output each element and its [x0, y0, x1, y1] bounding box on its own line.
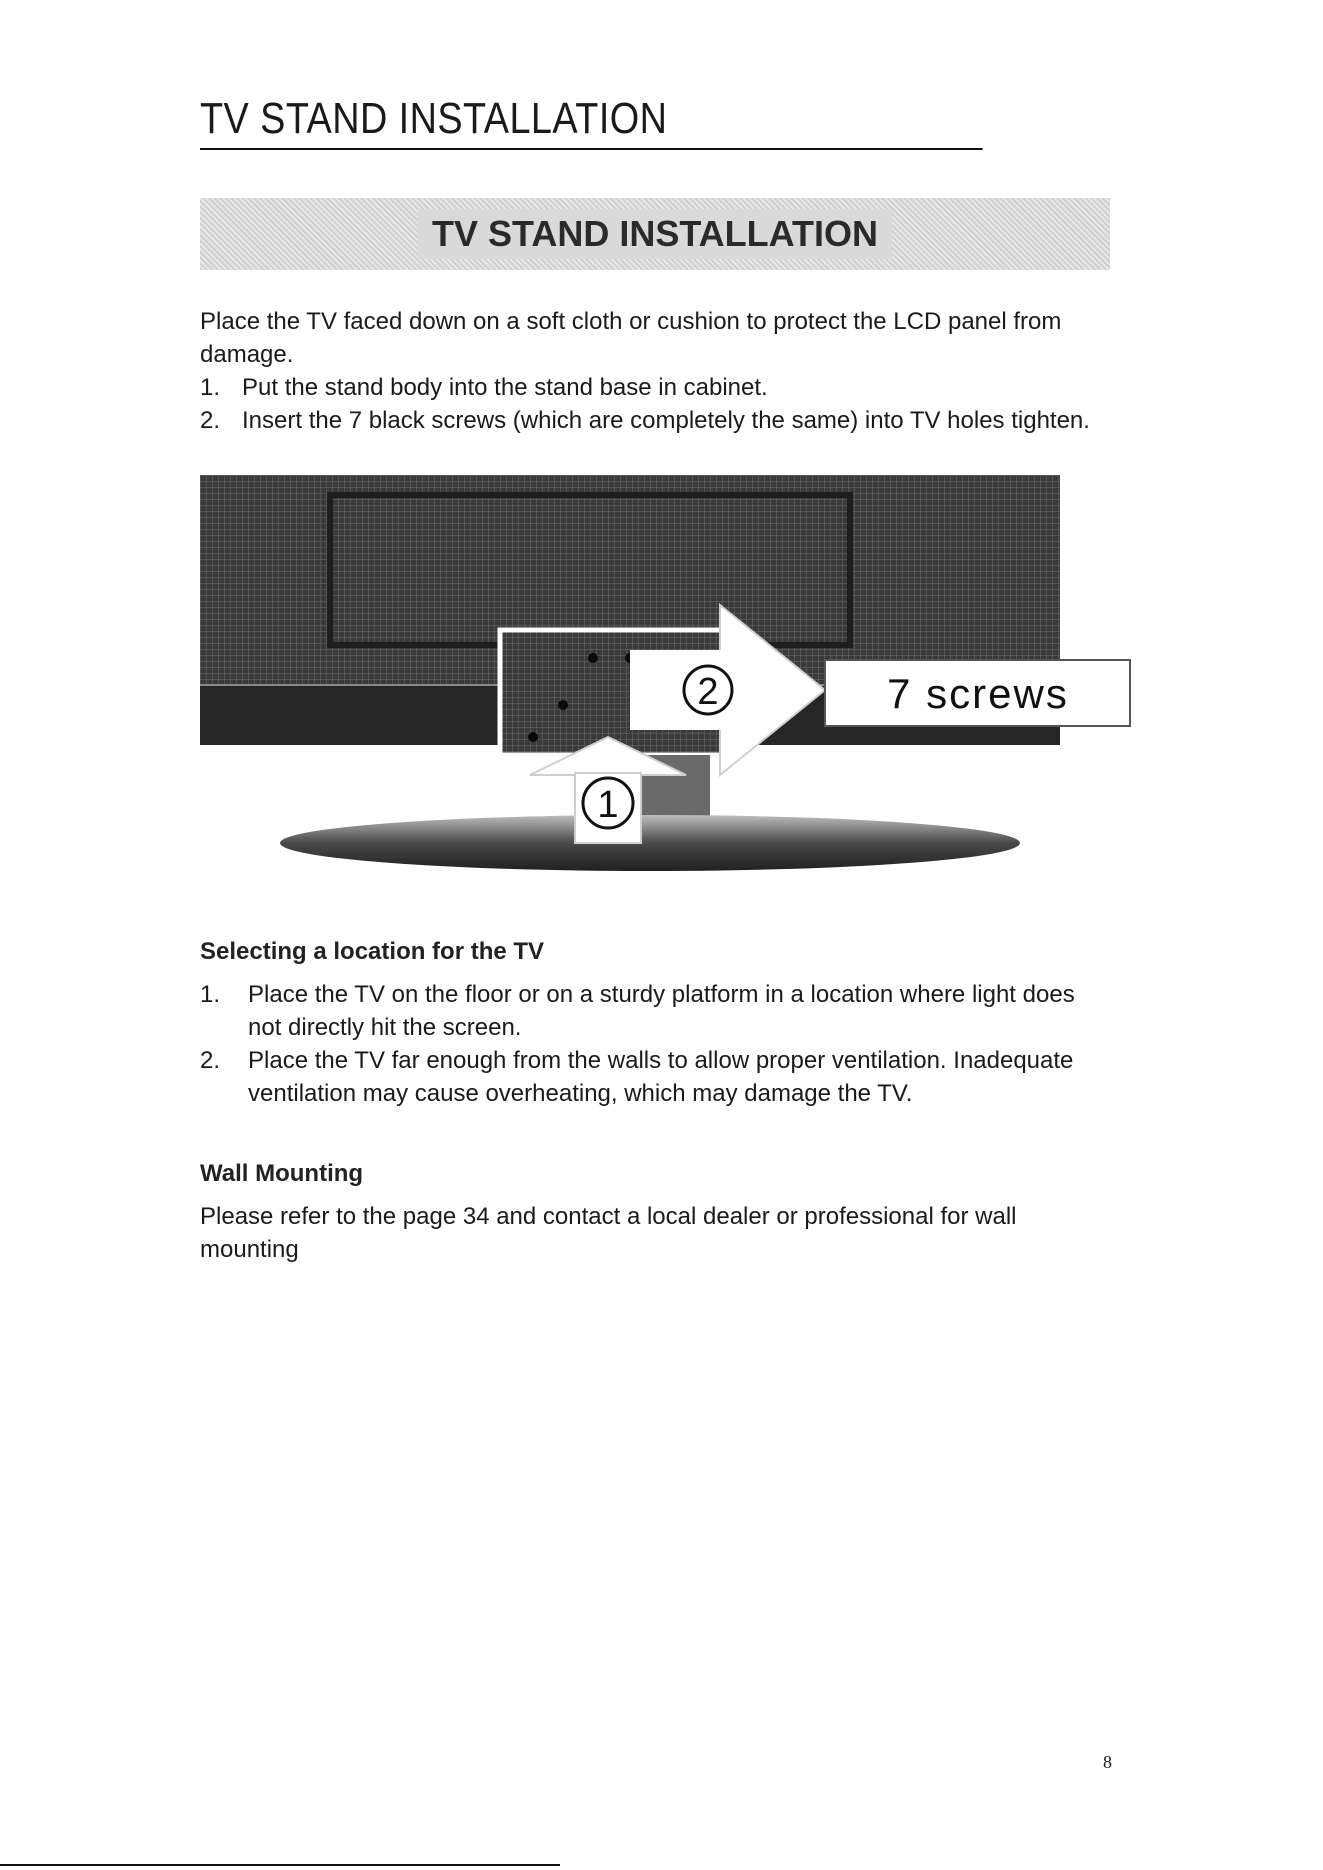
step-number: 1. — [200, 374, 221, 401]
item-number: 1. — [200, 981, 221, 1008]
section-heading: Wall Mounting — [200, 1160, 364, 1187]
page-number: 8 — [1103, 1752, 1112, 1772]
step-number: 2. — [200, 407, 221, 434]
step-text: Put the stand body into the stand base in cabinet. — [242, 374, 768, 401]
stand-base — [280, 815, 1020, 871]
screws-label: 7 screws — [887, 670, 1069, 717]
footer-rule — [0, 1864, 560, 1866]
list-item — [200, 404, 1110, 437]
wall-mounting-text: Please refer to the page 34 and contact a local dealer or professional for wall mounting — [200, 1203, 1017, 1263]
list-item — [200, 978, 1110, 1044]
location-list — [200, 978, 1110, 1110]
item-text: Place the TV on the floor or on a sturdy platform in a location where light does not directly hit the screen. — [248, 981, 1075, 1041]
step-text: Insert the 7 black screws (which are completely the same) into TV holes tighten. — [242, 407, 1090, 434]
banner-title: TV STAND INSTALLATION — [418, 209, 892, 259]
item-text: Place the TV far enough from the walls to allow proper ventilation. Inadequate ventilation may cause overheating, which may damage the TV. — [248, 1047, 1074, 1107]
tv-stand-illustration — [200, 475, 1140, 895]
section-banner — [200, 198, 1110, 270]
list-item — [200, 371, 1110, 404]
list-item — [200, 1044, 1110, 1110]
callout-2-label: 2 — [697, 671, 719, 713]
section-heading: Selecting a location for the TV — [200, 938, 545, 965]
intro-paragraph: Place the TV faced down on a soft cloth or cushion to protect the LCD panel from damage. — [200, 308, 1062, 368]
callout-1-label: 1 — [597, 784, 619, 826]
page-title: TV STAND INSTALLATION — [200, 92, 983, 150]
item-number: 2. — [200, 1047, 221, 1074]
intro-block — [200, 305, 1110, 437]
